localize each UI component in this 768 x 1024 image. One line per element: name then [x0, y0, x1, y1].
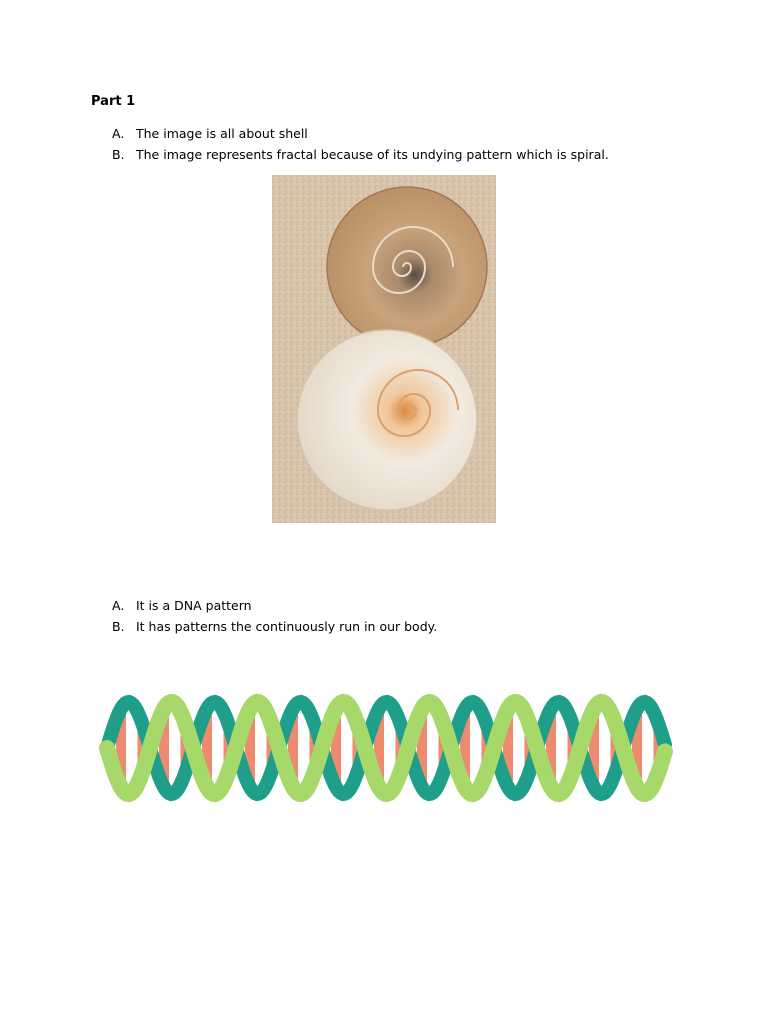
list-marker: B.	[112, 147, 125, 162]
page-heading: Part 1	[91, 94, 136, 109]
shell-photo	[272, 175, 496, 523]
list-marker: A.	[112, 598, 125, 613]
list-item-text: The image represents fractal because of its undying pattern which is spiral.	[136, 147, 609, 162]
dna-helix-illustration	[95, 690, 675, 810]
list-marker: A.	[112, 126, 125, 141]
list-item	[112, 144, 609, 165]
list-item	[112, 123, 609, 144]
list-item-text: It is a DNA pattern	[136, 598, 252, 613]
dna-answer-list	[112, 595, 437, 637]
shell-answer-list	[112, 123, 609, 165]
list-item	[112, 595, 437, 616]
list-item-text: The image is all about shell	[136, 126, 308, 141]
dna-strand-front	[107, 702, 665, 794]
list-item	[112, 616, 437, 637]
list-item-text: It has patterns the continuously run in our body.	[136, 619, 438, 634]
list-marker: B.	[112, 619, 125, 634]
